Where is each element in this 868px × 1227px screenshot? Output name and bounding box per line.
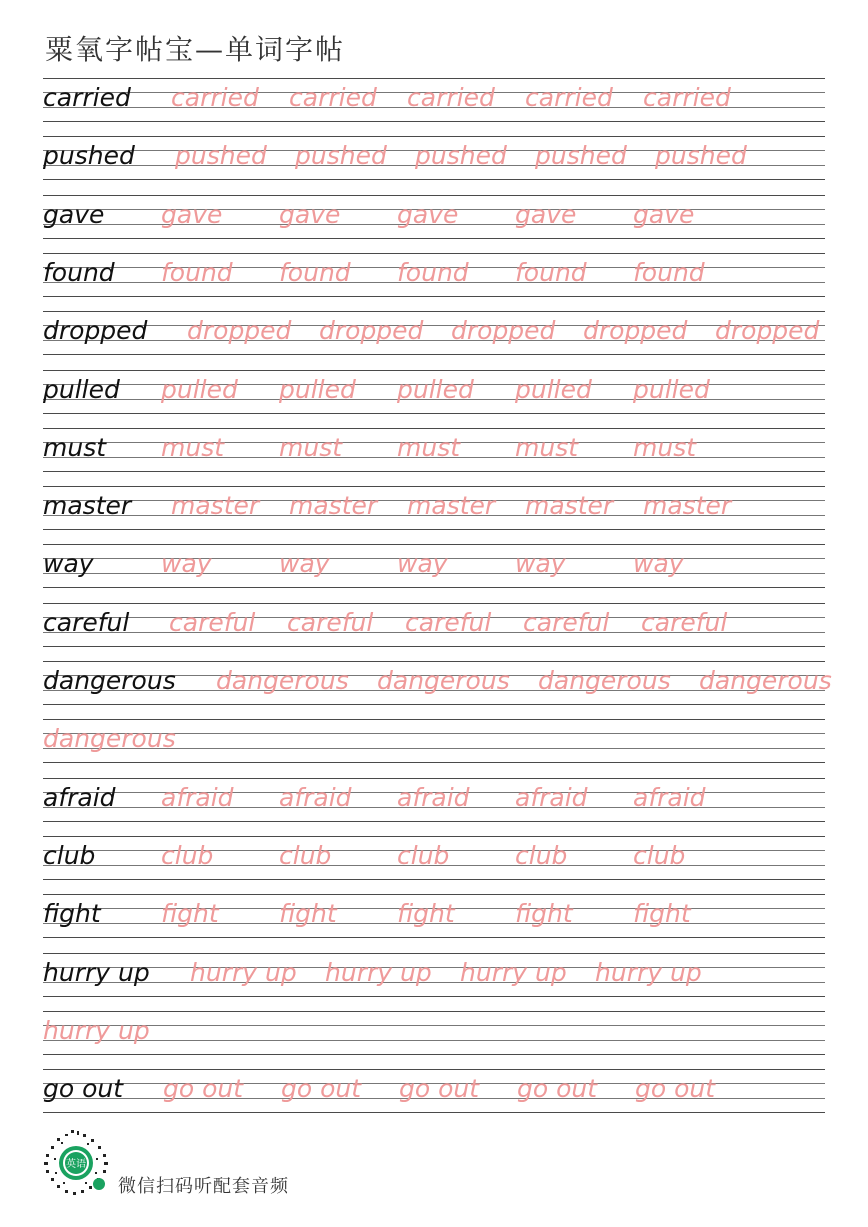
trace-word: afraid — [279, 783, 352, 812]
trace-word: carried — [525, 83, 613, 112]
ruled-line — [43, 238, 825, 239]
trace-word: careful — [405, 608, 492, 637]
qr-badge-text: 英语 — [66, 1159, 86, 1170]
practice-row — [43, 136, 825, 180]
qr-code[interactable] — [41, 1128, 111, 1198]
ruled-line — [43, 996, 825, 997]
trace-word: dropped — [319, 316, 424, 345]
trace-word: dangerous — [377, 666, 510, 695]
practice-row — [43, 1011, 825, 1055]
trace-word: dropped — [451, 316, 556, 345]
trace-word: go out — [635, 1074, 716, 1103]
page-title: 粟氧字帖宝—单词字帖 — [45, 33, 346, 66]
trace-word: carried — [643, 83, 731, 112]
ruled-line — [43, 136, 825, 137]
ruled-line — [43, 879, 825, 880]
ruled-line — [43, 253, 825, 254]
trace-word: hurry up — [190, 958, 297, 987]
ruled-line — [43, 1054, 825, 1055]
trace-word: afraid — [161, 783, 234, 812]
ruled-line — [43, 1112, 825, 1113]
ruled-line — [43, 719, 825, 720]
ruled-line — [43, 894, 825, 895]
ruled-line — [43, 370, 825, 371]
trace-word: gave — [633, 200, 695, 229]
model-word: must — [43, 433, 107, 462]
model-word: pushed — [43, 141, 135, 170]
trace-word: pulled — [515, 375, 592, 404]
trace-word: fight — [633, 899, 691, 928]
practice-row — [43, 953, 825, 997]
ruled-line — [43, 587, 825, 588]
ruled-line — [43, 967, 825, 968]
ruled-line — [43, 1069, 825, 1070]
trace-word: must — [161, 433, 225, 462]
trace-word: careful — [523, 608, 610, 637]
trace-word: fight — [515, 899, 573, 928]
ruled-line — [43, 78, 825, 79]
model-word: found — [43, 258, 115, 287]
ruled-line — [43, 646, 825, 647]
trace-word: go out — [399, 1074, 480, 1103]
model-word: careful — [43, 608, 130, 637]
trace-word: club — [161, 841, 214, 870]
ruled-line — [43, 195, 825, 196]
trace-word: found — [161, 258, 233, 287]
ruled-line — [43, 603, 825, 604]
practice-row — [43, 311, 825, 355]
ruled-line — [43, 1025, 825, 1026]
practice-row — [43, 778, 825, 822]
trace-word: afraid — [515, 783, 588, 812]
practice-row — [43, 195, 825, 239]
trace-word: gave — [279, 200, 341, 229]
trace-word: fight — [279, 899, 337, 928]
trace-word: hurry up — [460, 958, 567, 987]
practice-row — [43, 719, 825, 763]
trace-word: dangerous — [699, 666, 832, 695]
trace-word: dropped — [583, 316, 688, 345]
ruled-line — [43, 428, 825, 429]
trace-word: master — [171, 491, 260, 520]
model-word: dropped — [43, 316, 148, 345]
trace-word: carried — [407, 83, 495, 112]
trace-word: afraid — [633, 783, 706, 812]
ruled-line — [43, 413, 825, 414]
trace-word: found — [515, 258, 587, 287]
trace-word: dangerous — [216, 666, 349, 695]
model-word: afraid — [43, 783, 116, 812]
ruled-line — [43, 836, 825, 837]
trace-word: master — [643, 491, 732, 520]
ruled-line — [43, 937, 825, 938]
practice-row — [43, 661, 832, 705]
trace-word: pulled — [279, 375, 356, 404]
trace-word: must — [633, 433, 697, 462]
trace-word: go out — [281, 1074, 362, 1103]
trace-word: pulled — [633, 375, 710, 404]
ruled-line — [43, 471, 825, 472]
trace-word: carried — [289, 83, 377, 112]
trace-word: way — [633, 549, 684, 578]
trace-word: club — [279, 841, 332, 870]
ruled-line — [43, 296, 825, 297]
trace-word: found — [279, 258, 351, 287]
model-word: pulled — [43, 375, 120, 404]
trace-word: way — [161, 549, 212, 578]
ruled-line — [43, 1040, 825, 1041]
trace-word: gave — [397, 200, 459, 229]
trace-word: dangerous — [538, 666, 671, 695]
trace-word: go out — [163, 1074, 244, 1103]
ruled-line — [43, 121, 825, 122]
ruled-line — [43, 340, 825, 341]
trace-word: fight — [161, 899, 219, 928]
practice-row — [43, 836, 825, 880]
trace-word: club — [515, 841, 568, 870]
practice-row — [43, 428, 825, 472]
ruled-line — [43, 704, 825, 705]
model-word: hurry up — [43, 958, 150, 987]
ruled-line — [43, 544, 825, 545]
ruled-line — [43, 529, 825, 530]
ruled-line — [43, 354, 825, 355]
ruled-line — [43, 778, 825, 779]
trace-word: master — [525, 491, 614, 520]
trace-word: pulled — [397, 375, 474, 404]
ruled-line — [43, 762, 825, 763]
trace-word: go out — [517, 1074, 598, 1103]
trace-word: master — [289, 491, 378, 520]
ruled-line — [43, 661, 825, 662]
trace-word: way — [515, 549, 566, 578]
trace-word: gave — [161, 200, 223, 229]
practice-row — [43, 78, 825, 122]
trace-word: afraid — [397, 783, 470, 812]
model-word: go out — [43, 1074, 124, 1103]
trace-word: must — [397, 433, 461, 462]
practice-row — [43, 894, 825, 938]
trace-word: club — [633, 841, 686, 870]
ruled-line — [43, 1011, 825, 1012]
practice-row — [43, 370, 825, 414]
model-word: fight — [43, 899, 101, 928]
ruled-line — [43, 486, 825, 487]
ruled-line — [43, 325, 825, 326]
model-word: dangerous — [43, 666, 176, 695]
footer-scan-hint: 微信扫码听配套音频 — [118, 1176, 289, 1197]
ruled-line — [43, 821, 825, 822]
ruled-line — [43, 179, 825, 180]
trace-word: fight — [397, 899, 455, 928]
trace-word: careful — [169, 608, 256, 637]
trace-word: way — [397, 549, 448, 578]
trace-word: found — [633, 258, 705, 287]
trace-word: careful — [287, 608, 374, 637]
qr-code-graphic — [41, 1128, 111, 1198]
trace-word: found — [397, 258, 469, 287]
trace-word: careful — [641, 608, 728, 637]
model-word: way — [43, 549, 94, 578]
trace-word: must — [279, 433, 343, 462]
trace-word: dropped — [187, 316, 292, 345]
ruled-line — [43, 953, 825, 954]
trace-word: gave — [515, 200, 577, 229]
trace-word: pushed — [655, 141, 747, 170]
trace-word: hurry up — [43, 1016, 150, 1045]
practice-row — [43, 486, 825, 530]
practice-row — [43, 253, 825, 297]
trace-word: must — [515, 433, 579, 462]
trace-word: club — [397, 841, 450, 870]
trace-word: hurry up — [325, 958, 432, 987]
trace-word: pushed — [175, 141, 267, 170]
trace-word: dropped — [715, 316, 820, 345]
practice-row — [43, 1069, 825, 1113]
trace-word: dangerous — [43, 724, 176, 753]
practice-row — [43, 544, 825, 588]
model-word: club — [43, 841, 96, 870]
trace-word: pulled — [161, 375, 238, 404]
trace-word: hurry up — [595, 958, 702, 987]
model-word: carried — [43, 83, 131, 112]
trace-word: pushed — [535, 141, 627, 170]
model-word: gave — [43, 200, 105, 229]
model-word: master — [43, 491, 132, 520]
ruled-line — [43, 982, 825, 983]
ruled-line — [43, 311, 825, 312]
trace-word: way — [279, 549, 330, 578]
trace-word: carried — [171, 83, 259, 112]
trace-word: pushed — [295, 141, 387, 170]
trace-word: pushed — [415, 141, 507, 170]
trace-word: master — [407, 491, 496, 520]
practice-row — [43, 603, 825, 647]
